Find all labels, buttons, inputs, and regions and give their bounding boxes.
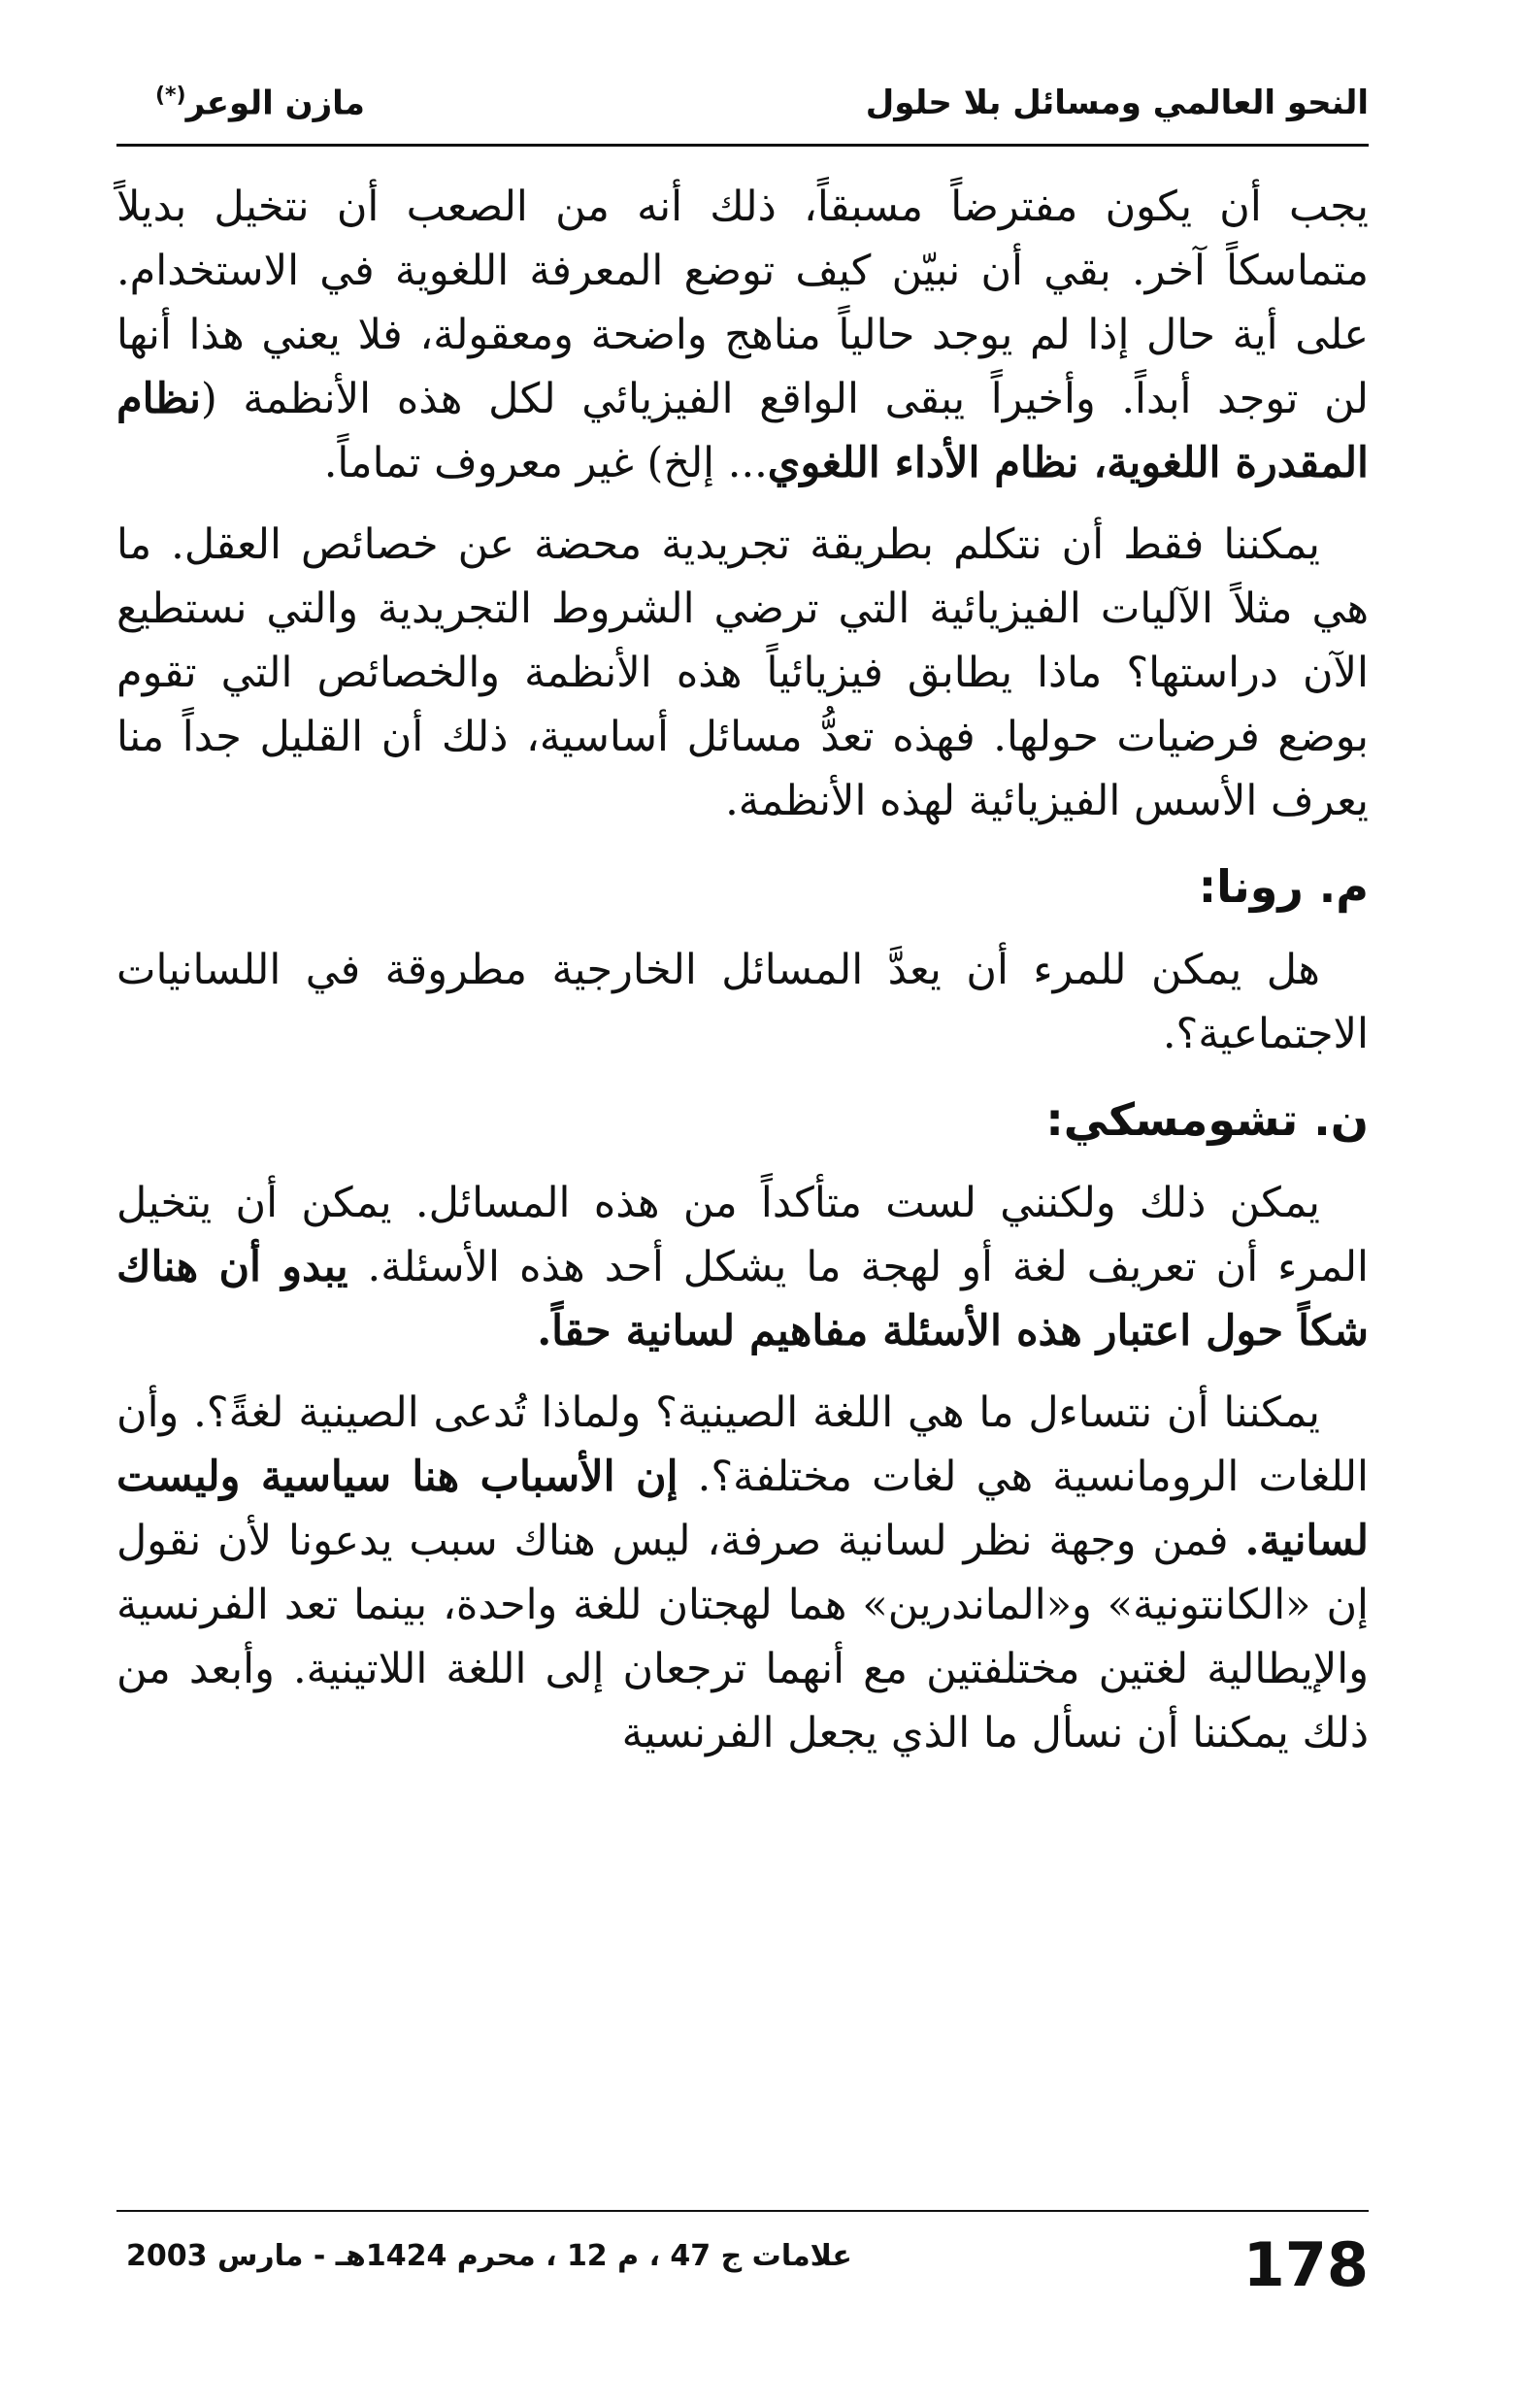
author-footnote-mark: (*)	[155, 84, 186, 108]
footer-rule	[116, 2210, 1369, 2212]
running-title: النحو العالمي ومسائل بلا حلول	[865, 84, 1369, 122]
paragraph-4-bold: يبدو أن هناك شكاً حول اعتبار هذه الأسئلة مفاهيم لسانية حقاً.	[116, 1243, 1369, 1355]
paragraph-2: يمكننا فقط أن نتكلم بطريقة تجريدية محضة عن خصائص العقل. ما هي مثلاً الآليات الفيزيائية التي ترضي الشروط التجريدية والتي نستطيع الآن دراستها؟ ماذا يطابق فيزيائياً هذه الأنظمة والخصائص التي تقوم بوضع فرضيات حولها. فهذه تعدُّ مسائل أساسية، ذلك أن القليل جداً منا يعرف الأسس الفيزيائية لهذه الأنظمة.	[116, 520, 1369, 825]
speaker-label-rona: م. رونا:	[1198, 860, 1369, 913]
paragraph-5-bold: إن الأسباب هنا سياسية وليست لسانية.	[116, 1453, 1369, 1565]
paragraph-1-text-b: ... إلخ) غير معروف تماماً.	[323, 439, 768, 487]
paragraph-5	[116, 1381, 1369, 1765]
paragraph-5-text-a: يمكننا أن نتساءل ما هي اللغة الصينية؟ ولماذا تُدعى الصينية لغةً؟. وأن اللغات الرومانسية هي لغات مختلفة؟.	[116, 1388, 1369, 1501]
paragraph-1-text-a: يجب أن يكون مفترضاً مسبقاً، ذلك أنه من الصعب أن نتخيل بديلاً متماسكاً آخر. بقي أن نبيّن كيف توضع المعرفة اللغوية في الاستخدام. على أية حال إذا لم يوجد حالياً مناهج واضحة ومعقولة، فلا يعني هذا أنها لن توجد أبداً. وأخيراً يبقى الواقع الفيزيائي لكل هذه الأنظمة (	[116, 183, 1369, 423]
author-text: مازن الوعر	[185, 84, 365, 123]
paragraph-5-text-b: فمن وجهة نظر لسانية صرفة، ليس هناك سبب يدعونا لأن نقول إن «الكانتونية» و«الماندرين» هما لهجتان للغة واحدة، بينما تعد الفرنسية والإيطالية لغتين مختلفتين مع أنهما ترجعان إلى اللغة اللاتينية. وأبعد من ذلك يمكننا أن نسأل ما الذي يجعل الفرنسية	[116, 1517, 1369, 1757]
paragraph-4	[116, 1171, 1369, 1363]
running-header	[116, 76, 1369, 144]
speaker-label-chomsky: ن. تشومسكي:	[1045, 1093, 1369, 1146]
paragraph-4-text-a: يمكن ذلك ولكنني لست متأكداً من هذه المسائل. يمكن أن يتخيل المرء أن تعريف لغة أو لهجة ما يشكل أحد هذه الأسئلة.	[116, 1179, 1369, 1291]
paragraph-1	[116, 175, 1369, 495]
paragraph-1-bold: نظام المقدرة اللغوية، نظام الأداء اللغوي	[116, 375, 1369, 487]
page-footer	[116, 2225, 1369, 2313]
page	[116, 58, 1369, 2369]
journal-info: علامات ج 47 ، م 12 ، محرم 1424هـ - مارس 2003	[126, 2239, 852, 2273]
article-body	[116, 175, 1369, 1765]
paragraph-3: هل يمكن للمرء أن يعدَّ المسائل الخارجية مطروقة في اللسانيات الاجتماعية؟.	[116, 946, 1369, 1058]
header-rule	[116, 144, 1369, 147]
page-number: 178	[1242, 2229, 1369, 2300]
author-name	[155, 84, 365, 122]
